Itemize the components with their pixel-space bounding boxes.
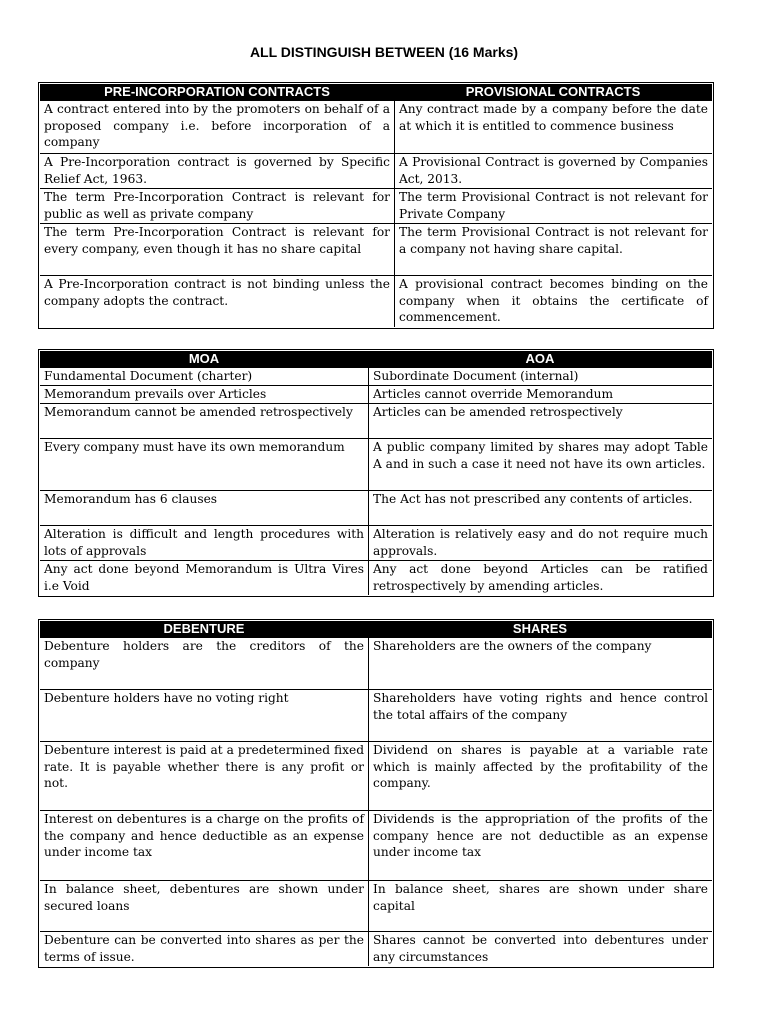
table-header-row	[40, 84, 712, 100]
table-row	[40, 490, 712, 525]
table-cell: A Provisional Contract is governed by Companies Act, 2013.	[394, 153, 712, 188]
table-row	[40, 810, 712, 880]
page-title: ALL DISTINGUISH BETWEEN (16 Marks)	[249, 44, 519, 60]
table-cell: A provisional contract becomes binding on the company when it obtains the certificate of commencement.	[394, 275, 712, 327]
table-cell: Interest on debentures is a charge on the profits of the company and hence deductible as an expense under income tax	[40, 810, 368, 880]
table-cell: Debenture holders have no voting right	[40, 689, 368, 741]
table-cell: Alteration is relatively easy and do not require much approvals.	[368, 525, 712, 560]
table-cell: Memorandum cannot be amended retrospectively	[40, 403, 368, 438]
column-header: AOA	[368, 351, 712, 367]
table-cell: Articles cannot override Memorandum	[368, 385, 712, 403]
table-cell: Any act done beyond Articles can be ratified retrospectively by amending articles.	[368, 560, 712, 595]
table-cell: The Act has not prescribed any contents of articles.	[368, 490, 712, 525]
table-row	[40, 385, 712, 403]
column-header: MOA	[40, 351, 368, 367]
table-cell: Alteration is difficult and length procedures with lots of approvals	[40, 525, 368, 560]
table-cell: Memorandum has 6 clauses	[40, 490, 368, 525]
table-cell: Any act done beyond Memorandum is Ultra Vires i.e Void	[40, 560, 368, 595]
table-cell: Memorandum prevails over Articles	[40, 385, 368, 403]
table-header-row	[40, 621, 712, 637]
table-row	[40, 525, 712, 560]
table-cell: Debenture can be converted into shares as per the terms of issue.	[40, 931, 368, 966]
table-cell: A contract entered into by the promoters on behalf of a proposed company i.e. before incorporation of a company	[40, 100, 394, 153]
column-header: SHARES	[368, 621, 712, 637]
table-row	[40, 403, 712, 438]
table-row	[40, 880, 712, 931]
table-cell: Shareholders have voting rights and hence control the total affairs of the company	[368, 689, 712, 741]
table-cell: Any contract made by a company before the date at which it is entitled to commence business	[394, 100, 712, 153]
column-header: DEBENTURE	[40, 621, 368, 637]
table-cell: A public company limited by shares may adopt Table A and in such a case it need not have its own articles.	[368, 438, 712, 490]
table-cell: In balance sheet, debentures are shown under secured loans	[40, 880, 368, 931]
table-cell: A Pre-Incorporation contract is not binding unless the company adopts the contract.	[40, 275, 394, 327]
table-cell: The term Provisional Contract is not relevant for Private Company	[394, 188, 712, 223]
column-header: PROVISIONAL CONTRACTS	[394, 84, 712, 100]
table-row	[40, 637, 712, 689]
table-cell: In balance sheet, shares are shown under share capital	[368, 880, 712, 931]
table-row	[40, 275, 712, 327]
table-cell: Shares cannot be converted into debentures under any circumstances	[368, 931, 712, 966]
table-cell: Shareholders are the owners of the company	[368, 637, 712, 689]
table-cell: Fundamental Document (charter)	[40, 367, 368, 385]
pre-incorporation-vs-provisional-table	[38, 82, 714, 329]
table-row	[40, 188, 712, 223]
table-cell: Debenture holders are the creditors of the company	[40, 637, 368, 689]
table-row	[40, 438, 712, 490]
table-cell: A Pre-Incorporation contract is governed by Specific Relief Act, 1963.	[40, 153, 394, 188]
column-header: PRE-INCORPORATION CONTRACTS	[40, 84, 394, 100]
table-cell: Subordinate Document (internal)	[368, 367, 712, 385]
table-cell: The term Pre-Incorporation Contract is relevant for every company, even though it has no share capital	[40, 223, 394, 275]
table-row	[40, 153, 712, 188]
table-row	[40, 367, 712, 385]
table-row	[40, 560, 712, 595]
moa-vs-aoa-table	[38, 349, 714, 597]
table-cell: Every company must have its own memorandum	[40, 438, 368, 490]
table-cell: Articles can be amended retrospectively	[368, 403, 712, 438]
table-row	[40, 223, 712, 275]
table-row	[40, 741, 712, 810]
table-row	[40, 931, 712, 966]
table-cell: Debenture interest is paid at a predetermined fixed rate. It is payable whether there is any profit or not.	[40, 741, 368, 810]
table-header-row	[40, 351, 712, 367]
table-row	[40, 100, 712, 153]
table-cell: Dividend on shares is payable at a variable rate which is mainly affected by the profitability of the company.	[368, 741, 712, 810]
debenture-vs-shares-table	[38, 619, 714, 968]
table-row	[40, 689, 712, 741]
table-cell: The term Provisional Contract is not relevant for a company not having share capital.	[394, 223, 712, 275]
table-cell: Dividends is the appropriation of the profits of the company hence are not deductible as an expense under income tax	[368, 810, 712, 880]
table-cell: The term Pre-Incorporation Contract is relevant for public as well as private company	[40, 188, 394, 223]
